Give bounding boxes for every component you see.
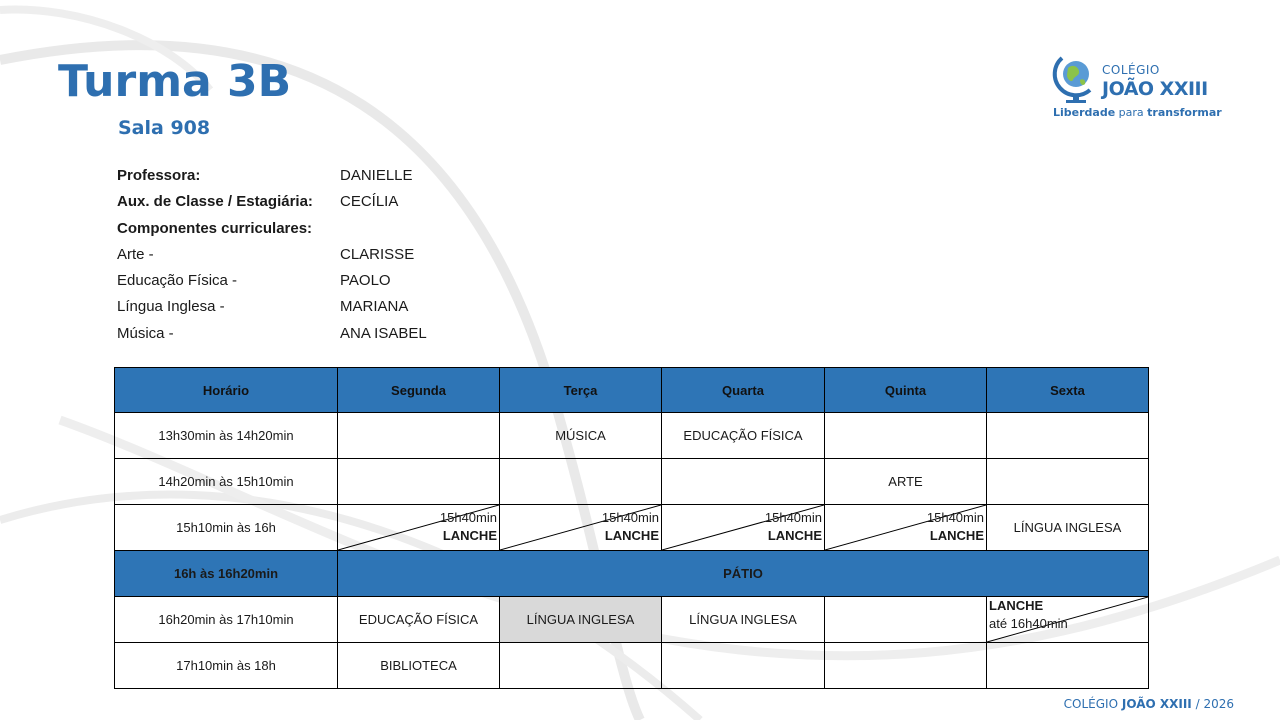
column-header: Quinta [825, 368, 987, 413]
staff-label: Música - [117, 324, 174, 342]
schedule-cell: LÍNGUA INGLESA [500, 597, 662, 643]
time-cell: 13h30min às 14h20min [115, 413, 338, 459]
snack-time: 15h40min [764, 510, 822, 525]
schedule-cell [338, 413, 500, 459]
schedule-table [114, 367, 1149, 689]
column-header: Horário [115, 368, 338, 413]
snack-cell [825, 505, 987, 551]
school-logo [1052, 46, 1242, 126]
table-header-row [115, 368, 1149, 413]
staff-value: CLARISSE [340, 245, 415, 263]
break-row [115, 551, 1149, 597]
schedule-cell [987, 459, 1149, 505]
schedule-cell [338, 459, 500, 505]
schedule-cell: MÚSICA [500, 413, 662, 459]
snack-text [927, 509, 984, 545]
time-cell: 17h10min às 18h [115, 643, 338, 689]
footer-credit: COLÉGIO JOÃO XXIII / 2026 [1063, 697, 1234, 711]
logo-tagline: Liberdade para transformar [1053, 106, 1222, 119]
schedule-cell [500, 643, 662, 689]
snack-label: LANCHE [989, 598, 1044, 613]
time-cell: 14h20min às 15h10min [115, 459, 338, 505]
column-header: Segunda [338, 368, 500, 413]
snack-time: até 16h40min [989, 616, 1068, 631]
schedule-cell [662, 459, 825, 505]
staff-label: Arte - [117, 245, 154, 263]
staff-label: Aux. de Classe / Estagiária: [117, 193, 313, 211]
schedule-cell: LÍNGUA INGLESA [662, 597, 825, 643]
column-header: Sexta [987, 368, 1149, 413]
schedule-cell [825, 413, 987, 459]
break-cell: PÁTIO [338, 551, 1149, 597]
snack-time: 15h40min [601, 510, 659, 525]
schedule-cell: EDUCAÇÃO FÍSICA [662, 413, 825, 459]
snack-label: LANCHE [604, 528, 659, 543]
logo-text-name: JOÃO XXIII [1102, 78, 1208, 100]
column-header: Quarta [662, 368, 825, 413]
snack-cell [338, 505, 500, 551]
globe-icon [1052, 50, 1100, 106]
table-row [115, 597, 1149, 643]
schedule-cell [662, 643, 825, 689]
snack-time: 15h40min [926, 510, 984, 525]
schedule-cell [825, 597, 987, 643]
snack-time: 15h40min [439, 510, 497, 525]
schedule-cell: EDUCAÇÃO FÍSICA [338, 597, 500, 643]
schedule-cell: LÍNGUA INGLESA [987, 505, 1149, 551]
table-row [115, 643, 1149, 689]
snack-label: LANCHE [929, 528, 984, 543]
logo-text-colegio: COLÉGIO [1102, 63, 1160, 77]
staff-value: MARIANA [340, 298, 409, 316]
snack-text [440, 509, 497, 545]
schedule-cell [987, 413, 1149, 459]
snack-text [989, 597, 1068, 633]
table-row [115, 505, 1149, 551]
table-row [115, 413, 1149, 459]
snack-text [602, 509, 659, 545]
schedule-cell: ARTE [825, 459, 987, 505]
snack-cell [987, 597, 1149, 643]
staff-label: Educação Física - [117, 272, 238, 290]
page-subtitle: Sala 908 [118, 117, 211, 139]
snack-cell [500, 505, 662, 551]
schedule-cell [825, 643, 987, 689]
staff-value: ANA ISABEL [340, 324, 427, 342]
staff-label: Componentes curriculares: [117, 219, 313, 237]
staff-value: DANIELLE [340, 167, 413, 184]
page-title: Turma 3B [58, 56, 292, 107]
snack-cell [662, 505, 825, 551]
schedule-cell [987, 643, 1149, 689]
time-cell: 16h20min às 17h10min [115, 597, 338, 643]
schedule-cell [500, 459, 662, 505]
time-cell: 15h10min às 16h [115, 505, 338, 551]
column-header: Terça [500, 368, 662, 413]
staff-value: PAOLO [340, 272, 391, 290]
staff-value: CECÍLIA [340, 193, 399, 211]
snack-label: LANCHE [442, 528, 497, 543]
snack-text [765, 509, 822, 545]
snack-label: LANCHE [767, 528, 822, 543]
schedule-cell: BIBLIOTECA [338, 643, 500, 689]
staff-label: Professora: [117, 167, 201, 184]
table-row [115, 459, 1149, 505]
time-cell: 16h às 16h20min [115, 551, 338, 597]
staff-label: Língua Inglesa - [117, 298, 225, 316]
